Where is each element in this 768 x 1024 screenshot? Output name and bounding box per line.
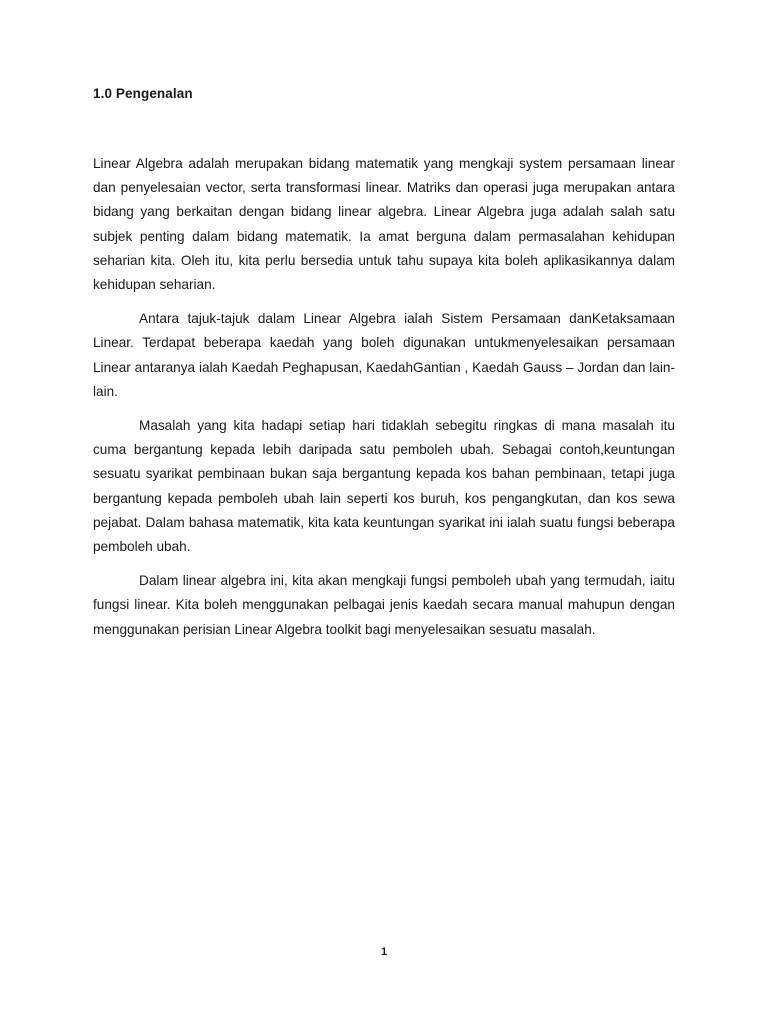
body-text — [93, 152, 675, 652]
page-number: 1 — [380, 946, 388, 958]
paragraph-linear-functions: Dalam linear algebra ini, kita akan mengkaji fungsi pemboleh ubah yang termudah, iaitu fungsi linear. Kita boleh menggunakan pelbagai jenis kaedah secara manual mahupun dengan menggunakan perisian Linear Algebra toolkit bagi menyelesaikan sesuatu masalah. — [93, 573, 675, 637]
section-heading: 1.0 Pengenalan — [93, 86, 193, 101]
paragraph-topics: Antara tajuk-tajuk dalam Linear Algebra ialah Sistem Persamaan danKetaksamaan Linear. Terdapat beberapa kaedah yang boleh digunakan untukmenyelesaikan persamaan Linear antaranya ialah Kaedah Peghapusan, KaedahGantian , Kaedah Gauss – Jordan dan lain-lain. — [93, 311, 675, 399]
paragraph-introduction: Linear Algebra adalah merupakan bidang matematik yang mengkaji system persamaan linear dan penyelesaian vector, serta transformasi linear. Matriks dan operasi juga merupakan antara bidang yang berkaitan dengan bidang linear algebra. Linear Algebra juga adalah salah satu subjek penting dalam bidang matematik. Ia amat berguna dalam permasalahan kehidupan seharian kita. Oleh itu, kita perlu bersedia untuk tahu supaya kita boleh aplikasikannya dalam kehidupan seharian. — [93, 156, 675, 293]
paragraph-problems: Masalah yang kita hadapi setiap hari tidaklah sebegitu ringkas di mana masalah itu cuma bergantung kepada lebih daripada satu pemboleh ubah. Sebagai contoh,keuntungan sesuatu syarikat pembinaan bukan saja bergantung kepada kos bahan pembinaan, tetapi juga bergantung kepada pemboleh ubah lain seperti kos buruh, kos pengangkutan, dan kos sewa pejabat. Dalam bahasa matematik, kita kata keuntungan syarikat ini ialah suatu fungsi beberapa pemboleh ubah. — [93, 418, 675, 555]
